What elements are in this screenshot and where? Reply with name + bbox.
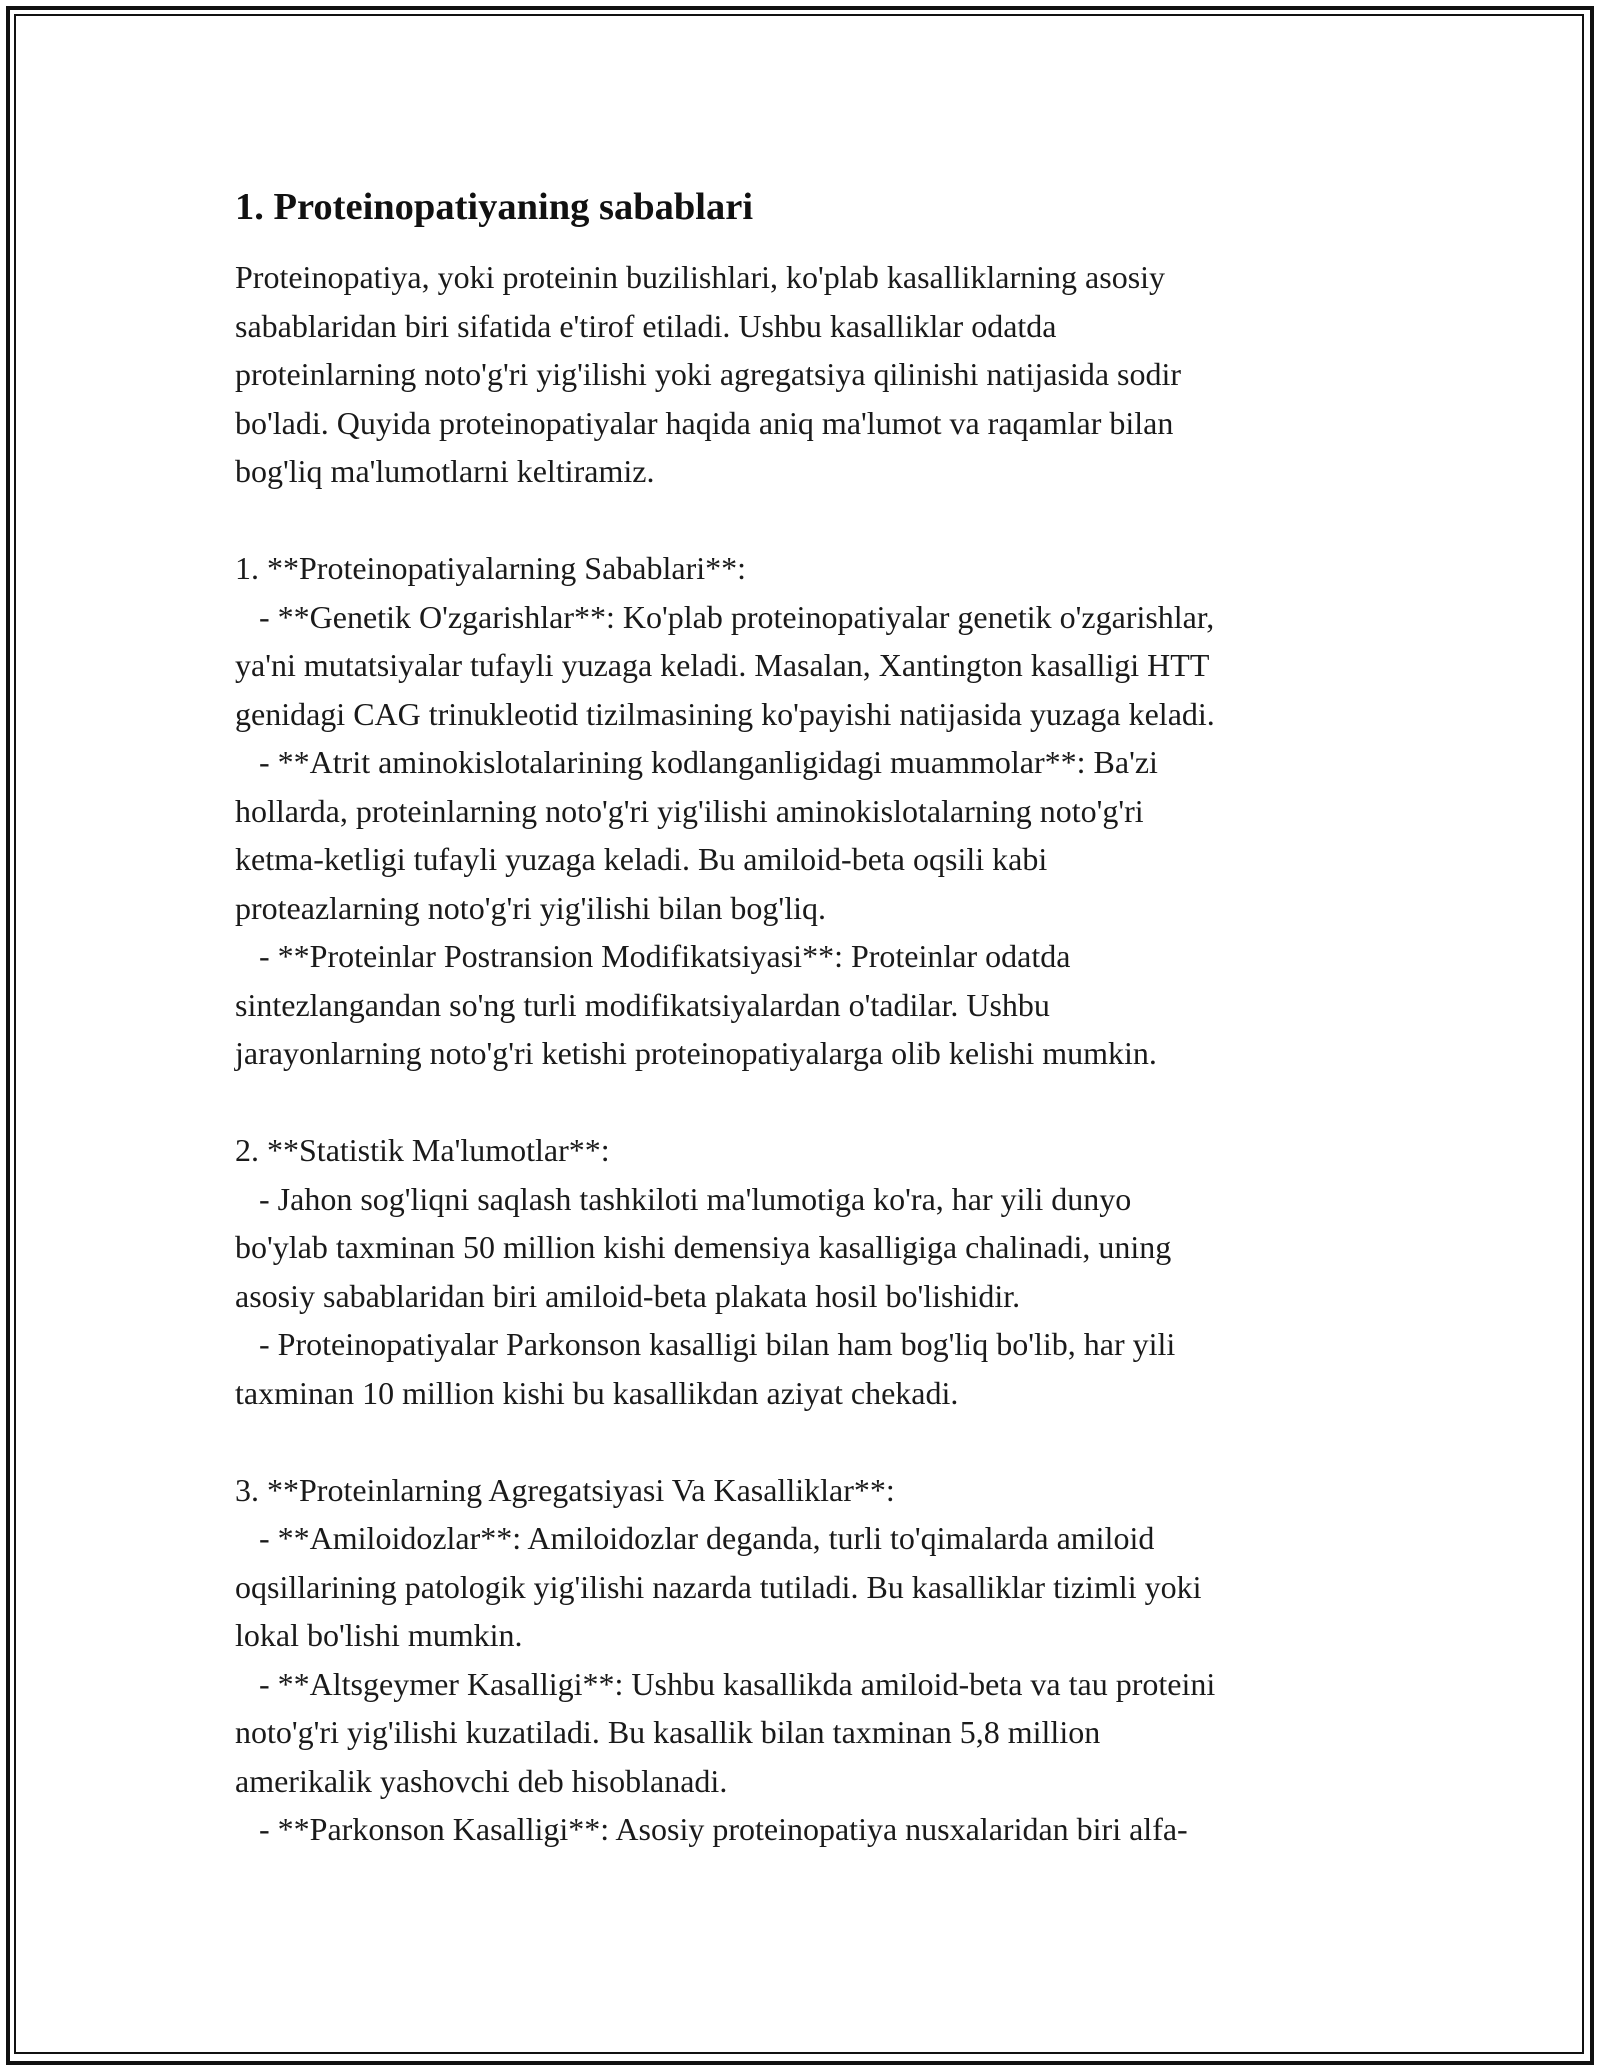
text-line: genidagi CAG trinukleotid tizilmasining ko'payishi natijasida yuzaga keladi.: [235, 695, 1215, 732]
document-body: [235, 253, 1365, 1854]
document-content: [235, 185, 1365, 1854]
text-line: oqsillarining patologik yig'ilishi nazarda tutiladi. Bu kasalliklar tizimli yoki: [235, 1568, 1202, 1605]
text-line: 3. **Proteinlarning Agregatsiyasi Va Kasalliklar**:: [235, 1471, 895, 1508]
blank-line: [235, 496, 1365, 545]
text-line: amerikalik yashovchi deb hisoblanadi.: [235, 1762, 728, 1799]
text-line: - **Genetik O'zgarishlar**: Ko'plab proteinopatiyalar genetik o'zgarishlar,: [235, 598, 1215, 635]
text-line: - Jahon sog'liqni saqlash tashkiloti ma'lumotiga ko'ra, har yili dunyo: [235, 1180, 1132, 1217]
text-line: bo'ladi. Quyida proteinopatiyalar haqida aniq ma'lumot va raqamlar bilan: [235, 404, 1174, 441]
text-line: 2. **Statistik Ma'lumotlar**:: [235, 1132, 610, 1168]
text-line: asosiy sabablaridan biri amiloid-beta plakata hosil bo'lishidir.: [235, 1277, 1021, 1314]
text-line: 1. **Proteinopatiyalarning Sabablari**:: [235, 550, 746, 586]
text-line: hollarda, proteinlarning noto'g'ri yig'ilishi aminokislotalarning noto'g'ri: [235, 792, 1144, 829]
text-line: Proteinopatiya, yoki proteinin buzilishlari, ko'plab kasalliklarning asosiy: [235, 259, 1166, 295]
text-line: - **Altsgeymer Kasalligi**: Ushbu kasallikda amiloid-beta va tau proteini: [235, 1665, 1216, 1702]
text-line: ketma-ketligi tufayli yuzaga keladi. Bu amiloid-beta oqsili kabi: [235, 841, 1048, 877]
text-line: ya'ni mutatsiyalar tufayli yuzaga keladi. Masalan, Xantington kasalligi HTT: [235, 647, 1210, 683]
text-line: bog'liq ma'lumotlarni keltiramiz.: [235, 453, 655, 489]
text-line: bo'ylab taxminan 50 million kishi demensiya kasalligiga chalinadi, uning: [235, 1229, 1172, 1265]
document-title: 1. Proteinopatiyaning sabablari: [235, 186, 754, 228]
text-line: - **Amiloidozlar**: Amiloidozlar deganda, turli to'qimalarda amiloid: [235, 1520, 1155, 1556]
text-line: - Proteinopatiyalar Parkonson kasalligi bilan ham bog'liq bo'lib, har yili: [235, 1326, 1176, 1362]
text-line: sintezlangandan so'ng turli modifikatsiyalardan o'tadilar. Ushbu: [235, 986, 1050, 1023]
text-line: - **Proteinlar Postransion Modifikatsiyasi**: Proteinlar odatda: [235, 938, 1071, 974]
text-line: lokal bo'lishi mumkin.: [235, 1617, 523, 1653]
text-line: sabablaridan biri sifatida e'tirof etiladi. Ushbu kasalliklar odatda: [235, 307, 1057, 344]
blank-line: [235, 1078, 1365, 1127]
text-line: taxminan 10 million kishi bu kasallikdan aziyat chekadi.: [235, 1374, 959, 1411]
text-line: proteazlarning noto'g'ri yig'ilishi bilan bog'liq.: [235, 889, 826, 926]
text-line: noto'g'ri yig'ilishi kuzatiladi. Bu kasallik bilan taxminan 5,8 million: [235, 1714, 1101, 1750]
text-line: proteinlarning noto'g'ri yig'ilishi yoki agregatsiya qilinishi natijasida sodir: [235, 356, 1182, 392]
text-line: - **Atrit aminokislotalarining kodlanganligidagi muammolar**: Ba'zi: [235, 744, 1158, 780]
text-line: jarayonlarning noto'g'ri ketishi proteinopatiyalarga olib kelishi mumkin.: [235, 1035, 1157, 1071]
blank-line: [235, 1417, 1365, 1466]
text-line: - **Parkonson Kasalligi**: Asosiy proteinopatiya nusxalaridan biri alfa-: [235, 1811, 1188, 1847]
